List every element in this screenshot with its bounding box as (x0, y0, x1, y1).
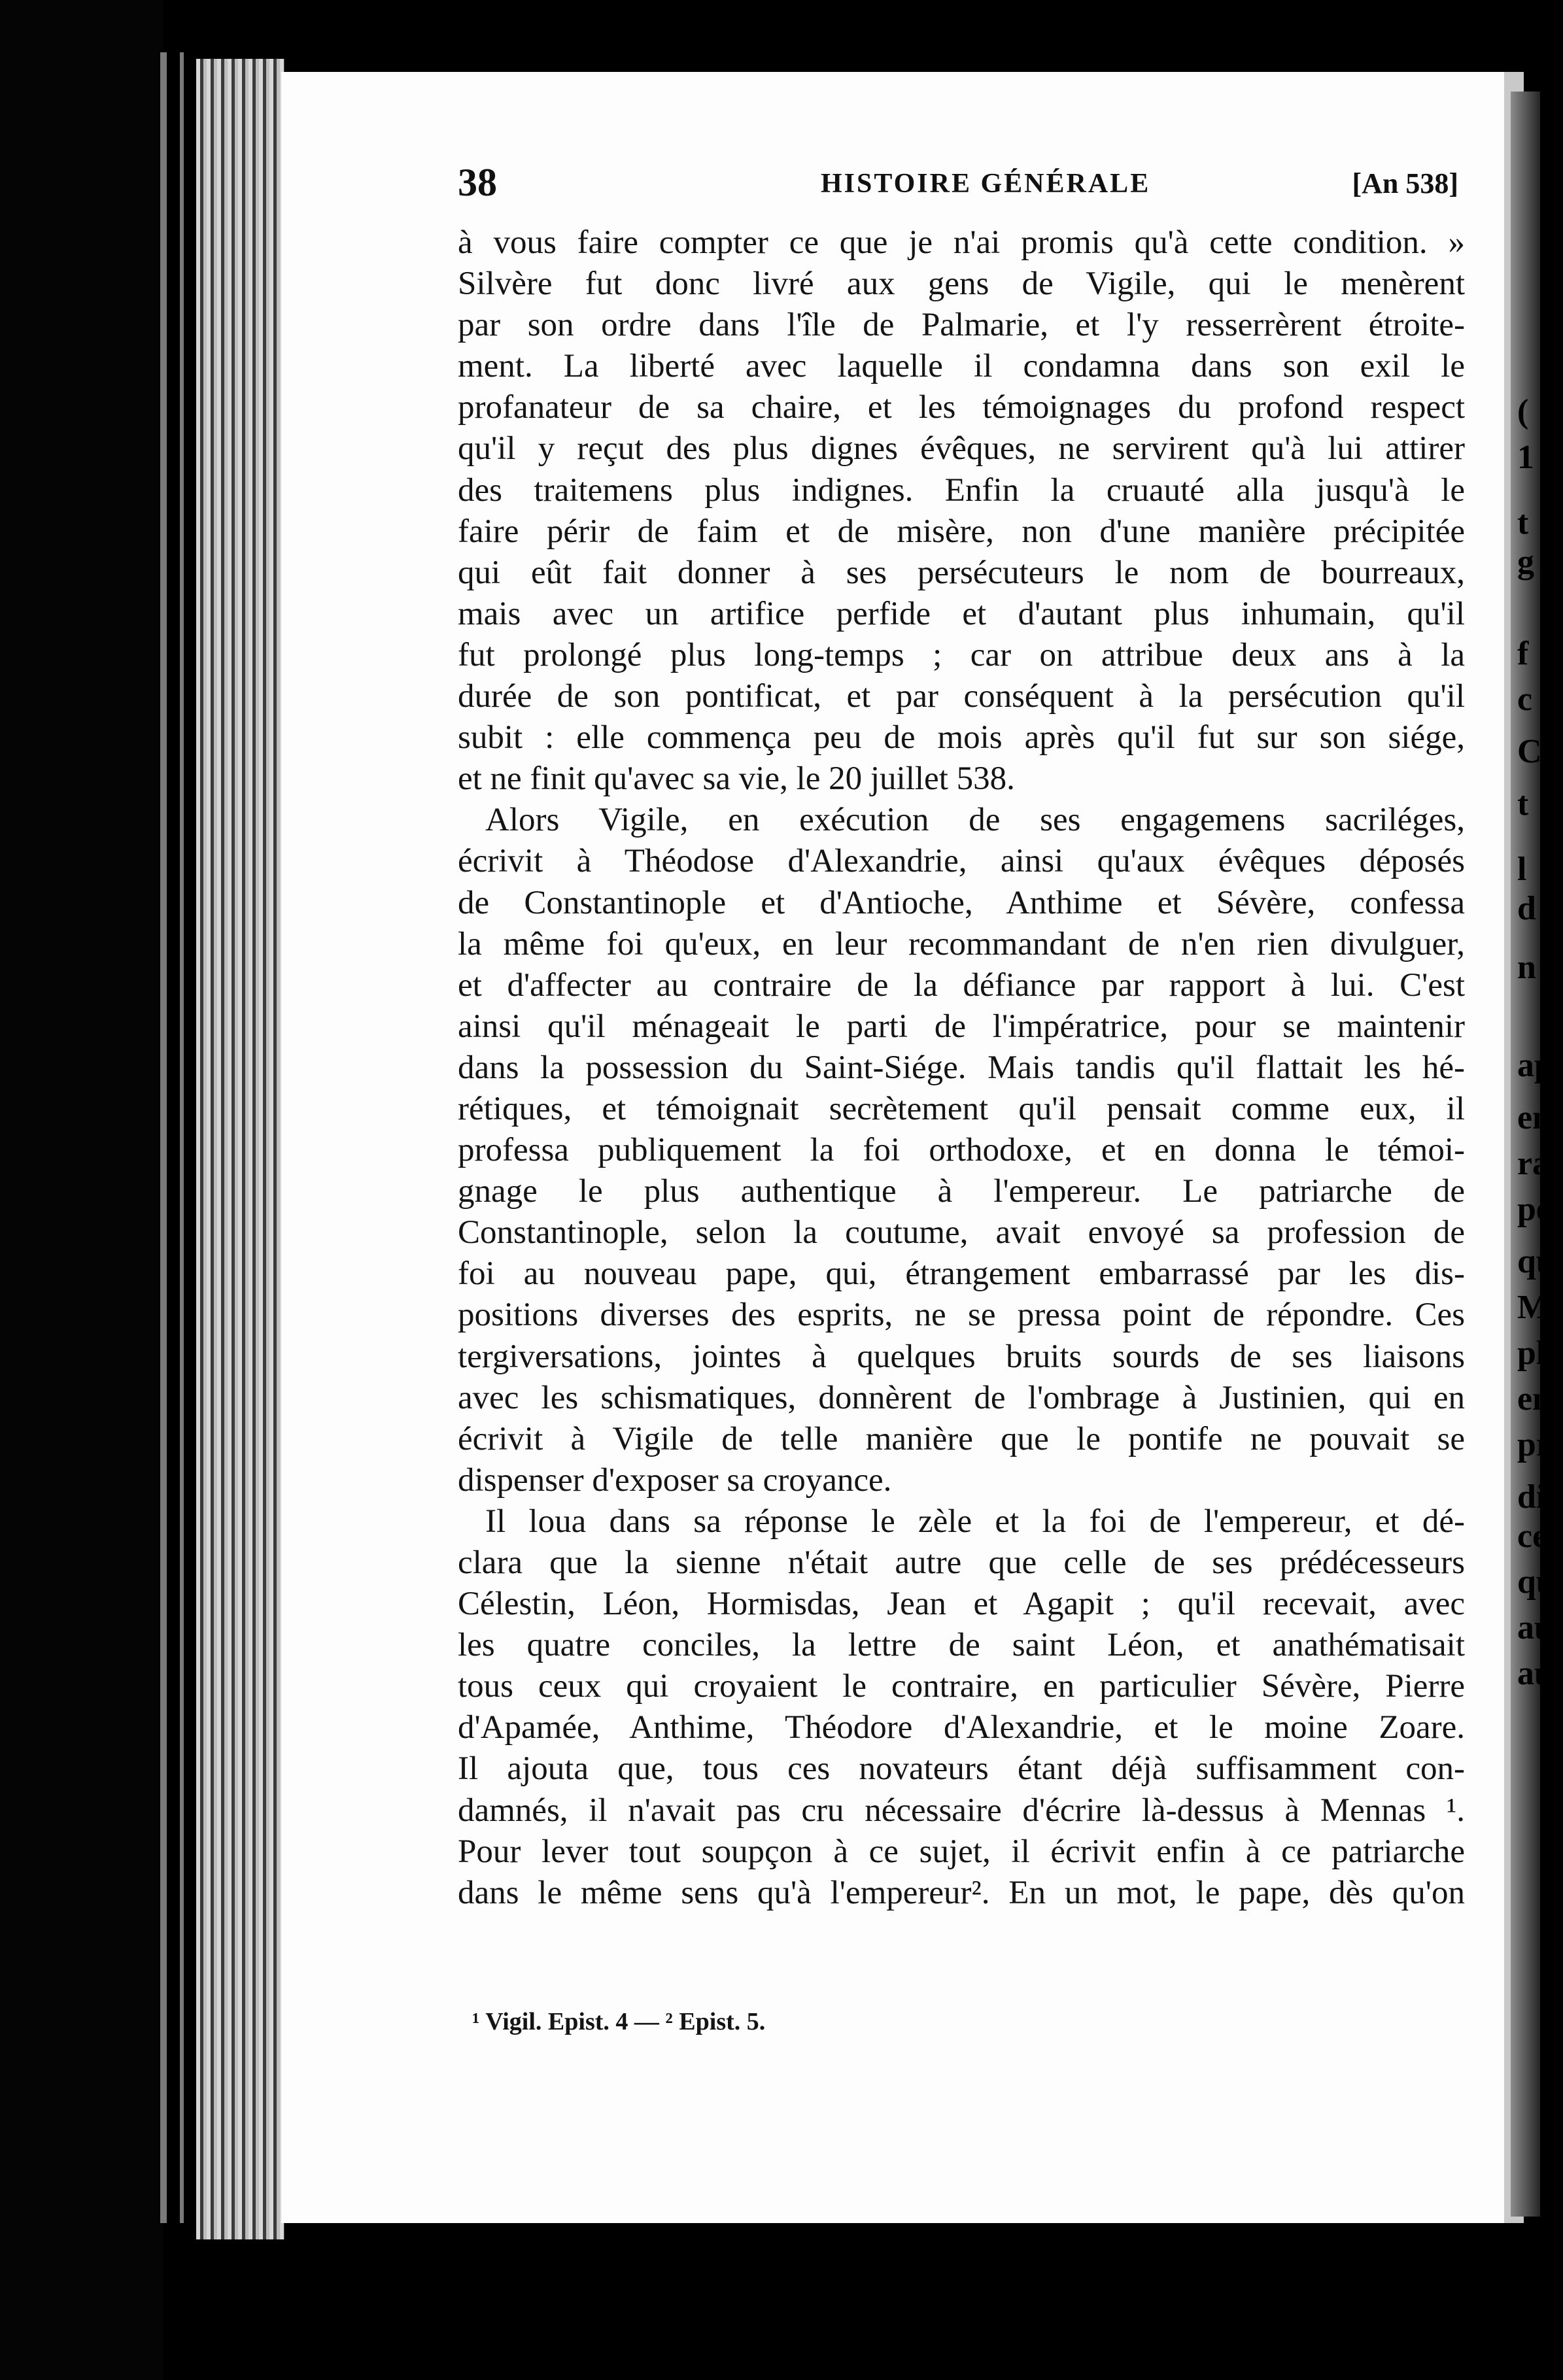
book-spine-shadow (0, 0, 163, 2380)
text-line: écrivit à Vigile de telle manière que le pontife ne pouvait se (458, 1420, 1465, 1457)
facing-page-fragment: pl (1517, 1334, 1546, 1372)
facing-page-fragment: d (1517, 890, 1536, 927)
text-line: la même foi qu'eux, en leur recommandant de n'en rien divulguer, (458, 925, 1465, 962)
facing-page-fragment: c (1517, 681, 1533, 718)
text-line: par son ordre dans l'île de Palmarie, et l'y resserrèrent étroite- (458, 307, 1465, 344)
text-line: damnés, il n'avait pas cru nécessaire d'écrire là-dessus à Mennas ¹. (458, 1792, 1465, 1829)
facing-page-fragment: n (1517, 949, 1536, 986)
text-line: dans le même sens qu'à l'empereur². En un mot, le pape, dès qu'on (458, 1874, 1465, 1911)
text-line: subit : elle commença peu de mois après qu'il fut sur son siége, (458, 719, 1465, 756)
facing-page-fragment: ce (1517, 1518, 1548, 1555)
facing-page-fragment: au (1517, 1609, 1553, 1646)
text-line: rétiques, et témoignait secrètement qu'il pensait comme eux, il (458, 1090, 1465, 1127)
running-head (458, 160, 1471, 206)
text-line: fut prolongé plus long-temps ; car on attribue deux ans à la (458, 636, 1465, 673)
text-line: profanateur de sa chaire, et les témoignages du profond respect (458, 389, 1465, 426)
text-line: et ne finit qu'avec sa vie, le 20 juillet 538. (458, 760, 1015, 798)
text-line: clara que la sienne n'était autre que celle de ses prédécesseurs (458, 1544, 1465, 1581)
page-number: 38 (458, 161, 497, 204)
text-line: les quatre conciles, la lettre de saint Léon, et anathématisait (458, 1627, 1465, 1664)
text-line: Il loua dans sa réponse le zèle et la foi de l'empereur, et dé- (485, 1503, 1465, 1540)
facing-page-fragment: en (1517, 1380, 1551, 1418)
text-line: avec les schismatiques, donnèrent de l'ombrage à Justinien, qui en (458, 1379, 1465, 1416)
text-line: dispenser d'exposer sa croyance. (458, 1461, 892, 1499)
running-title: HISTOIRE GÉNÉRALE (821, 169, 1151, 199)
page-stack-edges (196, 59, 284, 2239)
text-line: Il ajouta que, tous ces novateurs étant déjà suffisamment con- (458, 1750, 1465, 1788)
facing-page-fragment: di (1517, 1478, 1546, 1516)
text-line: mais avec un artifice perfide et d'autant plus inhumain, qu'il (458, 595, 1465, 632)
text-line: tergiversations, jointes à quelques bruits sourds de ses liaisons (458, 1338, 1465, 1375)
text-line: de Constantinople et d'Antioche, Anthime et Sévère, confessa (458, 884, 1465, 921)
facing-page-fragment: qu (1517, 1563, 1555, 1601)
text-line: faire périr de faim et de misère, non d'une manière précipitée (458, 513, 1465, 550)
text-line: d'Apamée, Anthime, Théodore d'Alexandrie, et le moine Zoare. (458, 1709, 1465, 1746)
running-year: [An 538] (1352, 167, 1458, 199)
text-line: qui eût fait donner à ses persécuteurs le nom de bourreaux, (458, 554, 1465, 591)
text-line: qu'il y reçut des plus dignes évêques, ne servirent qu'à lui attirer (458, 430, 1465, 468)
facing-page-fragment: t (1517, 785, 1529, 823)
facing-page-fragment: f (1517, 635, 1529, 672)
text-line: Célestin, Léon, Hormisdas, Jean et Agapit ; qu'il recevait, avec (458, 1586, 1465, 1623)
facing-page-fragment: t (1517, 504, 1529, 541)
text-line: positions diverses des esprits, ne se pressa point de répondre. Ces (458, 1297, 1465, 1334)
facing-page-fragment: g (1517, 543, 1534, 581)
facing-page-fragment: ( (1517, 393, 1529, 430)
text-line: gnage le plus authentique à l'empereur. Le patriarche de (458, 1173, 1465, 1210)
text-line: et d'affecter au contraire de la défiance par rapport à lui. C'est (458, 966, 1465, 1004)
text-line: Pour lever tout soupçon à ce sujet, il écrivit enfin à ce patriarche (458, 1833, 1465, 1870)
facing-page-fragment: M (1517, 1289, 1550, 1326)
spine-edge-line (180, 52, 184, 2223)
text-line: dans la possession du Saint-Siége. Mais tandis qu'il flattait les hé- (458, 1049, 1465, 1086)
spine-edge-line (160, 52, 167, 2223)
facing-page-fragment: 1 (1517, 439, 1534, 476)
text-line: ainsi qu'il ménageait le parti de l'impératrice, pour se maintenir (458, 1008, 1465, 1045)
text-line: Alors Vigile, en exécution de ses engagemens sacriléges, (485, 802, 1465, 839)
text-line: professa publiquement la foi orthodoxe, et en donna le témoi- (458, 1132, 1465, 1169)
text-line: tous ceux qui croyaient le contraire, en particulier Sévère, Pierre (458, 1668, 1465, 1705)
facing-page-fragment: ra (1517, 1145, 1550, 1182)
text-line: durée de son pontificat, et par conséquent à la persécution qu'il (458, 678, 1465, 715)
body-text (458, 222, 1465, 1914)
text-line: Silvère fut donc livré aux gens de Vigile, qui le menèrent (458, 265, 1465, 303)
facing-page-fragment: pr (1517, 1426, 1551, 1463)
text-line: des traitemens plus indignes. Enfin la cruauté alla jusqu'à le (458, 471, 1465, 509)
facing-page-fragment: pe (1517, 1191, 1551, 1228)
facing-page-fragment: l (1517, 851, 1527, 888)
text-line: ment. La liberté avec laquelle il condamna dans son exil le (458, 348, 1465, 385)
facing-page-fragment: au (1517, 1655, 1553, 1692)
text-line: foi au nouveau pape, qui, étrangement embarrassé par les dis- (458, 1255, 1465, 1293)
footnotes: ¹ Vigil. Epist. 4 — ² Epist. 5. (472, 2008, 766, 2035)
facing-page-fragment: C (1517, 733, 1542, 770)
text-line: à vous faire compter ce que je n'ai promis qu'à cette condition. » (458, 224, 1465, 261)
text-line: écrivit à Théodose d'Alexandrie, ainsi qu'aux évêques déposés (458, 843, 1465, 880)
facing-page-fragment: ap (1517, 1047, 1553, 1084)
facing-page-fragment: qu (1517, 1243, 1555, 1280)
text-line: Constantinople, selon la coutume, avait envoyé sa profession de (458, 1214, 1465, 1251)
facing-page-fragment: en (1517, 1099, 1551, 1136)
facing-page-fragments (1517, 392, 1563, 2027)
